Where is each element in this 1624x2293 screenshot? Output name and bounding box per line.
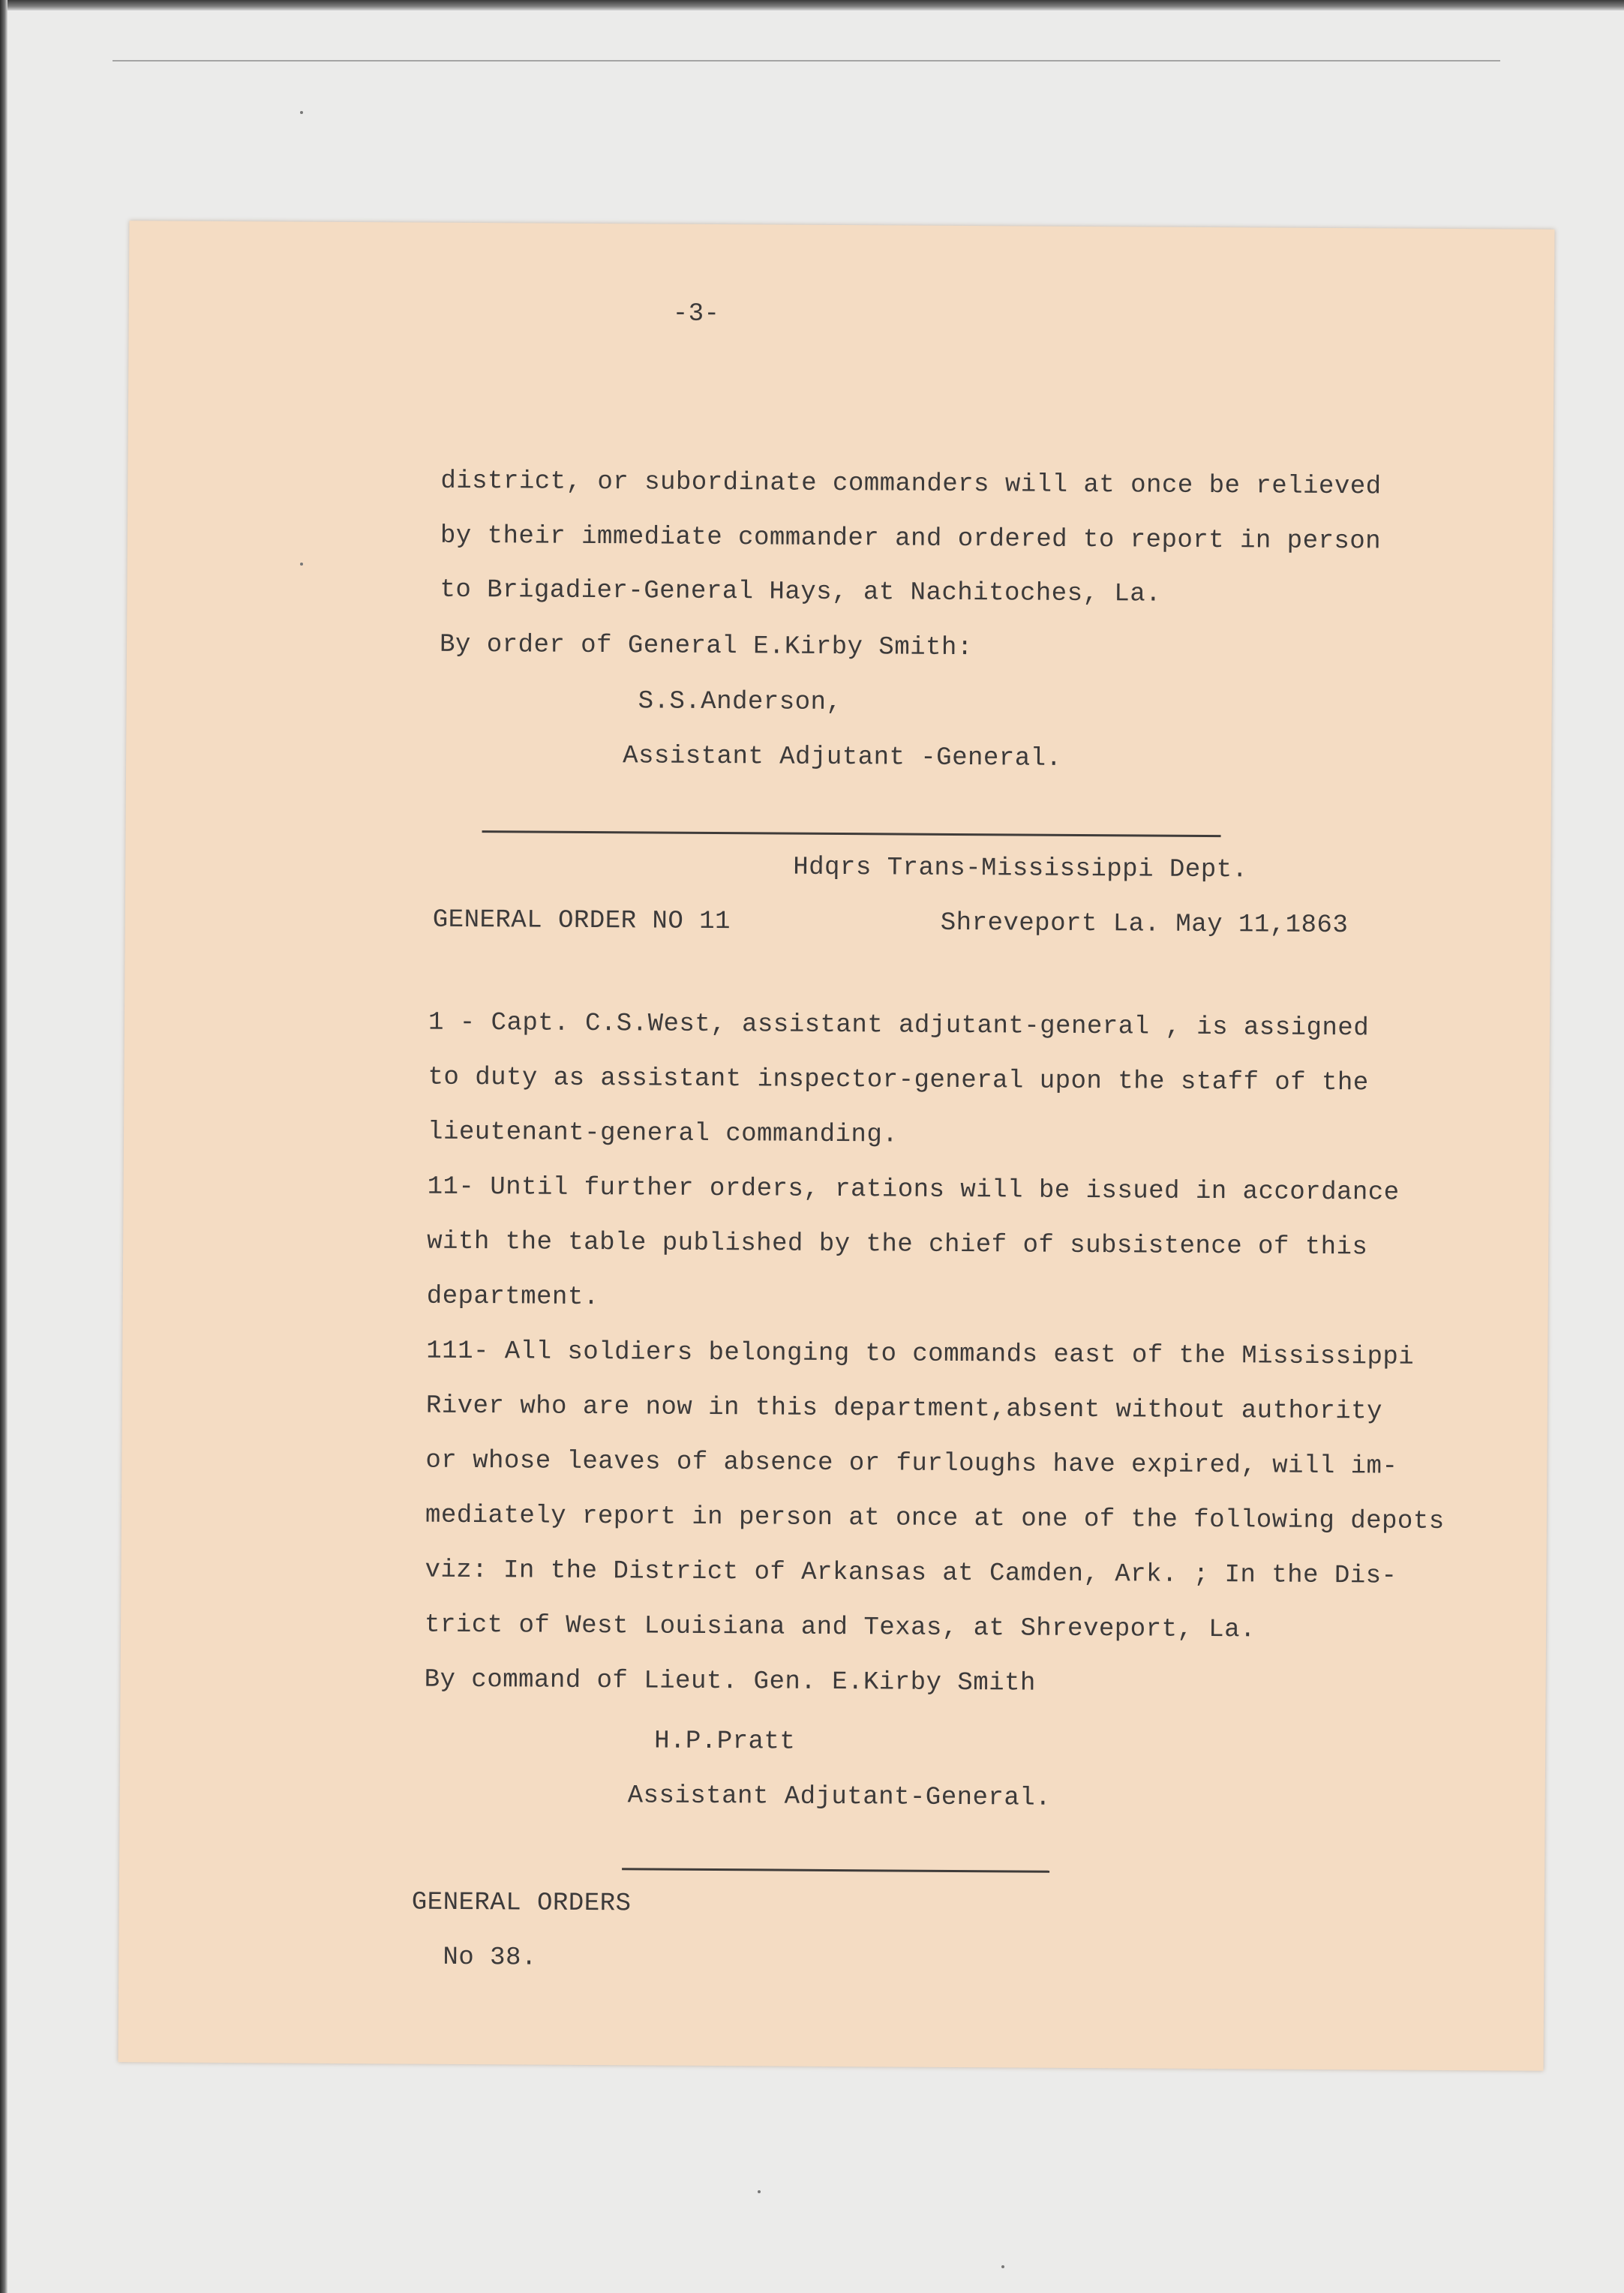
order-line: with the table published by the chief of subsistence of this — [427, 1227, 1368, 1262]
scan-rule — [113, 60, 1500, 62]
continuation-line: to Brigadier-General Hays, at Nachitoches, La. — [440, 575, 1162, 609]
order-line: to duty as assistant inspector-general upon the staff of the — [428, 1063, 1369, 1098]
continuation-block — [130, 221, 1555, 773]
section-divider — [622, 1868, 1049, 1872]
order-heading: GENERAL ORDERS — [411, 1888, 632, 1919]
signer-name: S.S.Anderson, — [638, 687, 842, 718]
order-line: lieutenant-general commanding. — [427, 1118, 899, 1150]
document-page — [119, 221, 1555, 2071]
signer-name: H.P.Pratt — [654, 1727, 796, 1757]
scan-top-edge — [0, 0, 1624, 11]
hq-line: Hdqrs Trans-Mississippi Dept. — [793, 853, 1248, 885]
signer-title: Assistant Adjutant -General. — [623, 742, 1062, 773]
scan-left-edge — [0, 0, 8, 2293]
signer-title: Assistant Adjutant-General. — [627, 1781, 1052, 1813]
continuation-line: by their immediate commander and ordered to report in person — [440, 521, 1382, 557]
order-line: 111- All soldiers belonging to commands east of the Mississippi — [426, 1337, 1415, 1372]
section-divider — [482, 830, 1221, 837]
place-date: Shreveport La. May 11,1863 — [940, 908, 1349, 941]
order-heading: GENERAL ORDER NO 11 — [432, 905, 731, 937]
order-number: No 38. — [443, 1943, 537, 1973]
scan-speck — [758, 2190, 761, 2193]
continuation-line: By order of General E.Kirby Smith: — [439, 630, 973, 663]
order-line: trict of West Louisiana and Texas, at Shreveport, La. — [424, 1610, 1256, 1645]
order-line: River who are now in this department,absent without authority — [425, 1391, 1383, 1427]
scan-speck — [300, 111, 303, 114]
order-line: 11- Until further orders, rations will be issued in accordance — [427, 1172, 1400, 1208]
order-line: department. — [426, 1282, 599, 1313]
order-line: By command of Lieut. Gen. E.Kirby Smith — [424, 1665, 1036, 1698]
order-line: or whose leaves of absence or furloughs have expired, will im- — [425, 1446, 1398, 1481]
order-line: viz: In the District of Arkansas at Camden, Ark. ; In the Dis- — [425, 1556, 1397, 1591]
continuation-line: district, or subordinate commanders will at once be relieved — [440, 467, 1382, 502]
scan-speck — [1001, 2265, 1004, 2268]
scan-speck — [300, 563, 303, 566]
order-line: mediately report in person at once at one of the following depots — [425, 1501, 1445, 1536]
order-line: 1 - Capt. C.S.West, assistant adjutant-general , is assigned — [428, 1008, 1370, 1043]
page-number: -3- — [672, 299, 720, 329]
